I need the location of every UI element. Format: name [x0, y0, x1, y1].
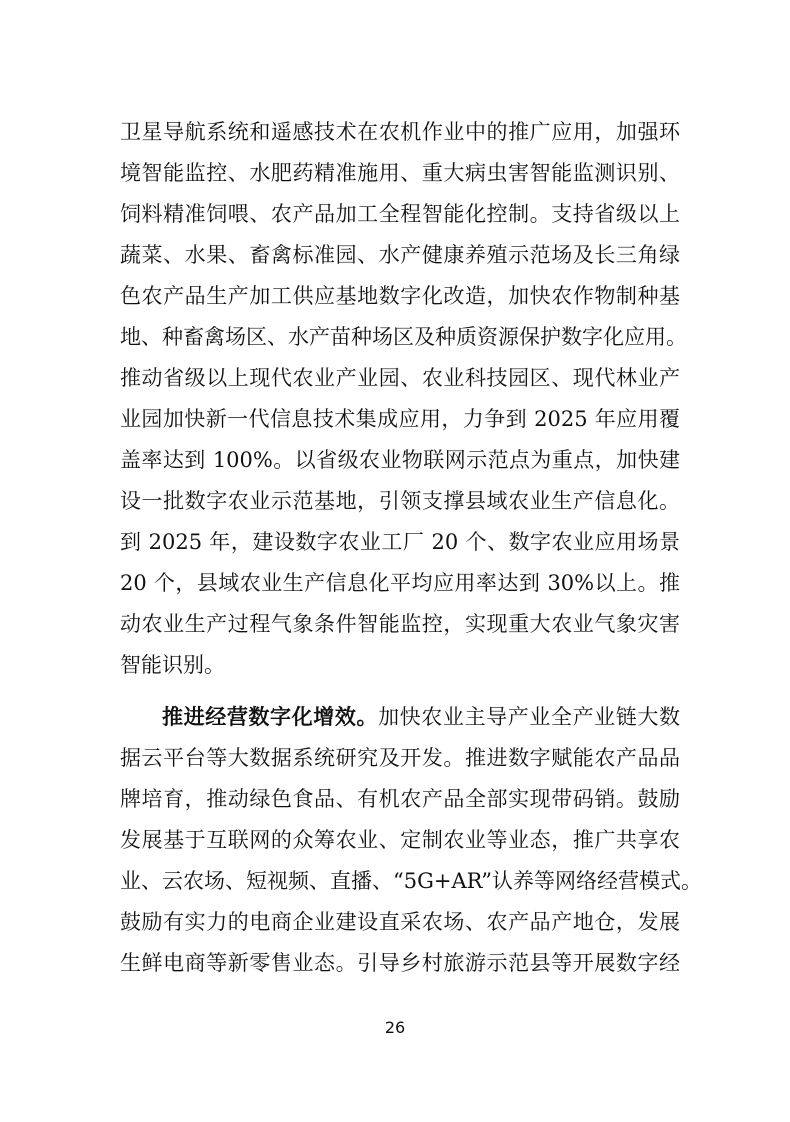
paragraph-line: 生鲜电商等新零售业态。引导乡村旅游示范县等开展数字经	[120, 951, 680, 975]
paragraph-line: 地、种畜禽场区、水产苗种场区及种质资源保护数字化应用。	[120, 325, 687, 349]
paragraph-line: 饲料精准饲喂、农产品加工全程智能化控制。支持省级以上	[120, 202, 680, 226]
paragraph-line: 发展基于互联网的众筹农业、定制农业等业态，推广共享农	[120, 828, 680, 852]
paragraph-line: 智能识别。	[120, 653, 225, 677]
paragraph-gap	[120, 686, 680, 697]
document-body	[120, 112, 703, 984]
paragraph-line: 20 个，县域农业生产信息化平均应用率达到 30%以上。推	[120, 571, 680, 595]
section-heading: 推进经营数字化增效。	[162, 705, 379, 729]
paragraph-line: 业、云农场、短视频、直播、“5G+AR”认养等网络经营模式。	[120, 869, 703, 893]
paragraph-line: 推动省级以上现代农业产业园、农业科技园区、现代林业产	[120, 366, 680, 390]
paragraph-first-line	[120, 697, 680, 738]
paragraph-line: 蔬菜、水果、畜禽标准园、水产健康养殖示范场及长三角绿	[120, 243, 680, 267]
paragraph-line: 盖率达到 100%。以省级农业物联网示范点为重点，加快建	[120, 448, 680, 472]
paragraph-line: 动农业生产过程气象条件智能监控，实现重大农业气象灾害	[120, 612, 680, 636]
paragraph-line-rest: 加快农业主导产业全产业链大数	[378, 705, 681, 729]
paragraph-line: 到 2025 年，建设数字农业工厂 20 个、数字农业应用场景	[120, 530, 680, 554]
paragraph-line: 据云平台等大数据系统研究及开发。推进数字赋能农产品品	[120, 746, 680, 770]
paragraph-line: 牌培育，推动绿色食品、有机农产品全部实现带码销。鼓励	[120, 787, 680, 811]
paragraph-line: 鼓励有实力的电商企业建设直采农场、农产品产地仓，发展	[120, 910, 680, 934]
paragraph-digital-operations	[120, 697, 703, 984]
paragraph-line: 业园加快新一代信息技术集成应用，力争到 2025 年应用覆	[120, 407, 680, 431]
paragraph-digital-production	[120, 112, 687, 686]
paragraph-line: 境智能监控、水肥药精准施用、重大病虫害智能监测识别、	[120, 161, 680, 185]
paragraph-line: 设一批数字农业示范基地，引领支撑县域农业生产信息化。	[120, 489, 680, 513]
paragraph-line: 色农产品生产加工供应基地数字化改造，加快农作物制种基	[120, 284, 680, 308]
paragraph-line: 卫星导航系统和遥感技术在农机作业中的推广应用，加强环	[120, 120, 680, 144]
page-number: 26	[384, 1018, 406, 1037]
